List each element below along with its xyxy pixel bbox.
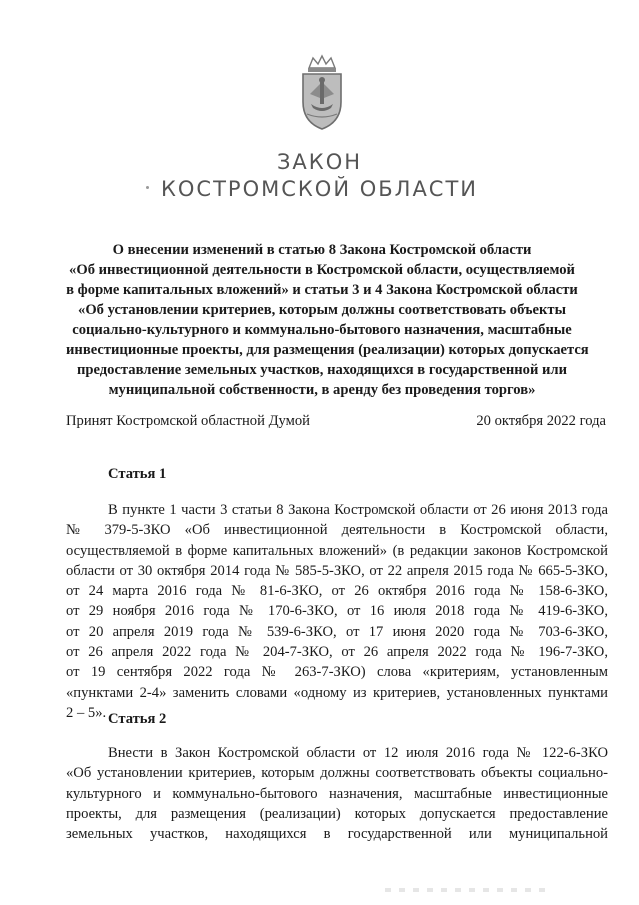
- title-line: инвестиционные проекты, для размещения (реализации) которых допускается: [66, 342, 589, 358]
- article-2-body: [66, 743, 608, 844]
- title-line: «Об установлении критериев, которым должны соответствовать объекты: [78, 302, 566, 318]
- text-line: В пункте 1 части 3 статьи 8 Закона Костромской области от 26 июня 2013 года: [108, 502, 608, 518]
- text-line: от 19 сентября 2022 года № 263-7-ЗКО) слова «критериям, установленным: [66, 664, 608, 681]
- law-title: ЗАКОН: [276, 150, 363, 174]
- text-line: культурного и коммунально-бытового назначения, масштабные инвестиционные: [66, 785, 608, 802]
- adopted-by: Принят Костромской областной Думой: [66, 413, 310, 429]
- text-line: № 379-5-ЗКО «Об инвестиционной деятельности в Костромской области,: [66, 522, 608, 539]
- text-line: 2 – 5».: [66, 704, 107, 721]
- article-1-body: [66, 500, 608, 723]
- scan-artifact: [385, 888, 545, 892]
- title-line: предоставление земельных участков, находящихся в государственной или: [76, 362, 568, 378]
- document-title: [66, 240, 589, 400]
- text-line: от 24 марта 2016 года № 81-6-ЗКО, от 26 октября 2016 года № 158-6-ЗКО,: [66, 583, 608, 600]
- text-line: от 20 апреля 2019 года № 539-6-ЗКО, от 17 июня 2020 года № 703-6-ЗКО,: [66, 623, 608, 640]
- title-line: «Об инвестиционной деятельности в Костромской области, осуществляемой: [69, 262, 575, 278]
- text-line: осуществляемой в форме капитальных вложений» (в редакции законов Костромской: [66, 542, 608, 559]
- text-line: земельных участков, находящихся в государственной или муниципальной: [66, 826, 608, 843]
- adoption-date: 20 октября 2022 года: [476, 413, 606, 429]
- text-line: области от 30 октября 2014 года № 585-5-ЗКО, от 22 апреля 2015 года № 665-5-ЗКО,: [66, 562, 608, 579]
- text-line: проекты, для размещения (реализации) которых допускается предоставление: [66, 805, 608, 822]
- coat-of-arms-icon: [291, 54, 353, 132]
- text-line: от 29 ноября 2016 года № 170-6-ЗКО, от 16 июля 2018 года № 419-6-ЗКО,: [66, 603, 608, 620]
- text-line: «Об установлении критериев, которым должны соответствовать объекты социально-: [66, 765, 608, 782]
- text-line: Внести в Закон Костромской области от 12 июля 2016 года № 122-6-ЗКО: [108, 745, 608, 761]
- title-line: муниципальной собственности, в аренду без проведения торгов»: [108, 382, 536, 398]
- article-2-heading: Статья 2: [108, 711, 167, 727]
- title-line: в форме капитальных вложений» и статьи 3 и 4 Закона Костромской области: [66, 282, 578, 298]
- text-line: «пунктами 2-4» заменить словами «одному из критериев, установленных пунктами: [66, 684, 608, 701]
- scan-speck: [146, 186, 149, 189]
- law-region: КОСТРОМСКОЙ ОБЛАСТИ: [160, 177, 479, 201]
- article-1-heading: Статья 1: [108, 466, 167, 482]
- text-line: от 26 апреля 2022 года № 204-7-ЗКО, от 26 апреля 2022 года № 196-7-ЗКО,: [66, 644, 608, 661]
- title-line: социально-культурного и коммунально-бытового назначения, масштабные: [72, 322, 572, 338]
- adoption-line: [66, 413, 606, 430]
- title-line: О внесении изменений в статью 8 Закона Костромской области: [112, 242, 532, 258]
